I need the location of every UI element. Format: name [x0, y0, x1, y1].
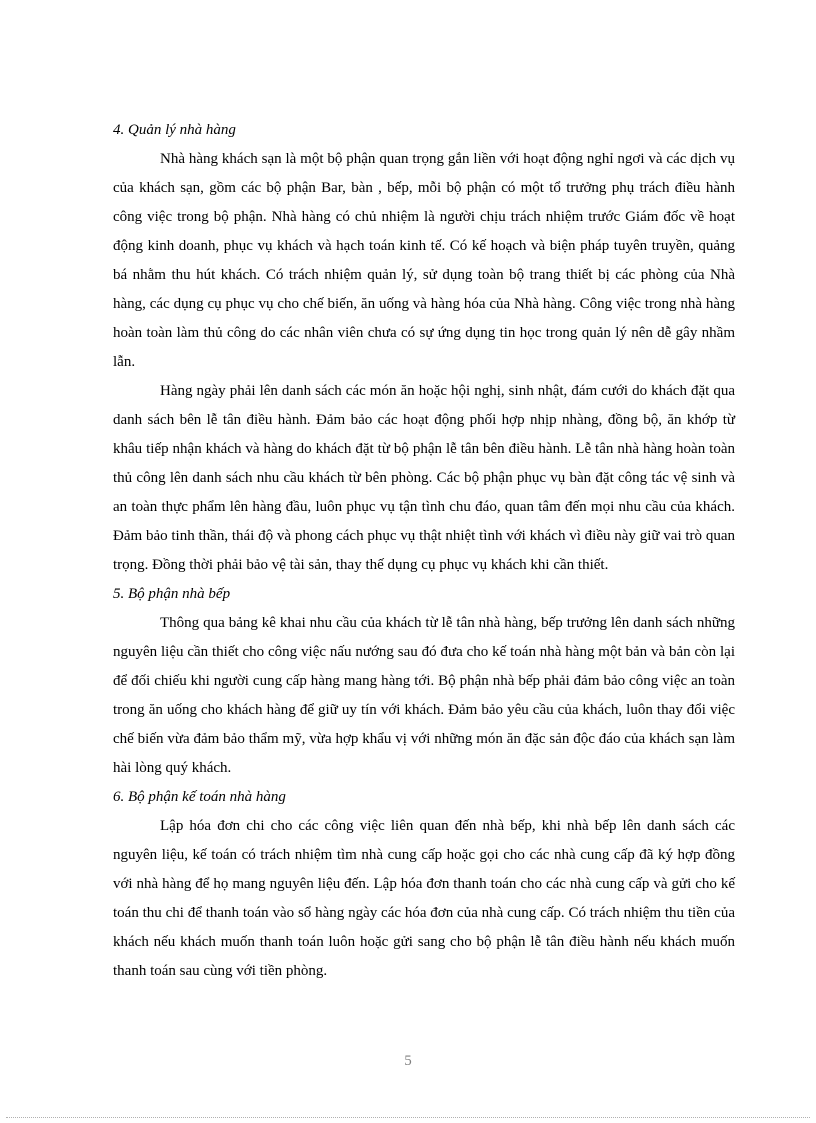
section-heading-quan-ly-nha-hang: 4. Quản lý nhà hàng [113, 122, 236, 138]
paragraph: Hàng ngày phải lên danh sách các món ăn hoặc hội nghị, sinh nhật, đám cưới do khách đặt qua danh sách bên lễ tân điều hành. Đảm bảo các hoạt động phối hợp nhịp nhàng, đồng bộ, ăn khớp từ khâu tiếp nhận khách và hàng do khách đặt từ bộ phận lễ tân bên điều hành. Lễ tân nhà hàng hoàn toàn thủ công lên danh sách nhu cầu khách từ bên phòng. Các bộ phận phục vụ bàn đặt công tác vệ sinh và an toàn thực phẩm lên hàng đầu, luôn phục vụ tận tình chu đáo, quan tâm đến mọi nhu cầu của khách. Đảm bảo tinh thần, thái độ và phong cách phục vụ thật nhiệt tình với khách vì điều này giữ vai trò quan trọng. Đồng thời phải bảo vệ tài sản, thay thế dụng cụ phục vụ khách khi cần thiết. [113, 383, 735, 573]
section-heading-bo-phan-ke-toan: 6. Bộ phận kế toán nhà hàng [113, 789, 286, 805]
page-bottom-divider [6, 1117, 810, 1118]
document-body [113, 116, 735, 986]
section-heading-bo-phan-nha-bep: 5. Bộ phận nhà bếp [113, 586, 231, 602]
paragraph: Nhà hàng khách sạn là một bộ phận quan trọng gắn liền với hoạt động nghỉ ngơi và các dịch vụ của khách sạn, gồm các bộ phận Bar, bàn , bếp, mỗi bộ phận có một tổ trưởng phụ trách điều hành công việc trong bộ phận. Nhà hàng có chủ nhiệm là người chịu trách nhiệm trước Giám đốc về hoạt động kinh doanh, phục vụ khách và hạch toán kinh tế. Có kế hoạch và biện pháp tuyên truyền, quảng bá nhằm thu hút khách. Có trách nhiệm quản lý, sử dụng toàn bộ trang thiết bị các phòng của Nhà hàng, các dụng cụ phục vụ cho chế biến, ăn uống và hàng hóa của Nhà hàng. Công việc trong nhà hàng hoàn toàn làm thủ công do các nhân viên chưa có sự ứng dụng tin học trong quản lý nên dễ gây nhầm lẫn. [113, 151, 735, 370]
paragraph: Thông qua bảng kê khai nhu cầu của khách từ lễ tân nhà hàng, bếp trưởng lên danh sách những nguyên liệu cần thiết cho công việc nấu nướng sau đó đưa cho kế toán nhà hàng một bản và bản còn lại để đối chiếu khi người cung cấp hàng mang hàng tới. Bộ phận nhà bếp phải đảm bảo công việc an toàn trong ăn uống cho khách hàng để giữ uy tín với khách. Đảm bảo yêu cầu của khách, luôn thay đổi việc chế biến vừa đảm bảo thẩm mỹ, vừa hợp khẩu vị với những món ăn đặc sản độc đáo của khách sạn làm hài lòng quý khách. [113, 615, 735, 776]
paragraph: Lập hóa đơn chi cho các công việc liên quan đến nhà bếp, khi nhà bếp lên danh sách các nguyên liệu, kế toán có trách nhiệm tìm nhà cung cấp hoặc gọi cho các nhà cung cấp đã ký hợp đồng với nhà hàng để họ mang nguyên liệu đến. Lập hóa đơn thanh toán cho các nhà cung cấp và gửi cho kế toán thu chi để thanh toán vào sổ hàng ngày các hóa đơn của nhà cung cấp. Có trách nhiệm thu tiền của khách nếu khách muốn thanh toán luôn hoặc gửi sang cho bộ phận lễ tân điều hành nếu khách muốn thanh toán sau cùng với tiền phòng. [113, 818, 735, 979]
page-number: 5 [404, 1053, 412, 1069]
